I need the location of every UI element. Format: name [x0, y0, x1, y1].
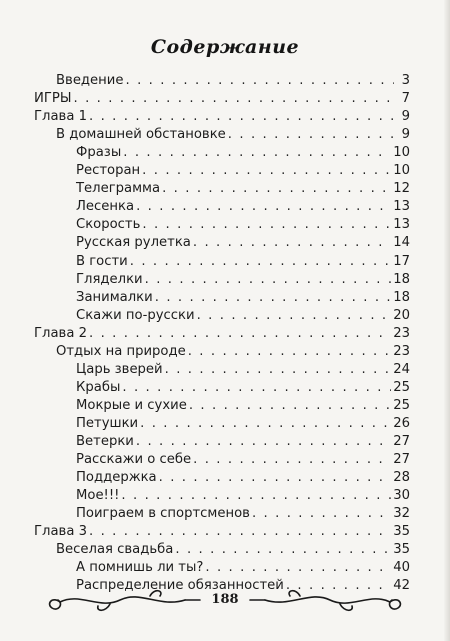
toc-dot-leader	[252, 505, 391, 523]
toc-entry-page: 28	[393, 470, 410, 486]
toc-entry-page: 32	[393, 506, 410, 522]
toc-entry-page: 20	[393, 307, 410, 323]
toc-entry-page: 13	[393, 199, 410, 215]
page-edge	[444, 0, 450, 641]
toc-entry-title: Царь зверей	[76, 361, 163, 377]
toc-entry-page: 7	[401, 91, 410, 107]
toc-entry	[34, 108, 410, 126]
toc-entry-page: 18	[393, 289, 410, 305]
toc-entry-title: Телеграмма	[76, 181, 161, 197]
toc-entry-page: 35	[393, 524, 410, 540]
toc-dot-leader	[89, 325, 391, 343]
toc-entry-title: Отдых на природе	[56, 343, 186, 359]
toc-dot-leader	[122, 379, 391, 397]
toc-entry	[76, 415, 410, 433]
toc-entry	[34, 523, 410, 541]
toc-entry-page: 3	[401, 73, 410, 88]
toc-dot-leader	[188, 343, 392, 361]
toc-entry	[56, 343, 410, 361]
toc-dot-leader	[197, 307, 392, 325]
toc-entry-title: Занималки	[76, 289, 153, 305]
toc-entry-page: 23	[393, 325, 410, 341]
toc-entry	[76, 271, 410, 289]
toc-entry	[76, 451, 410, 469]
toc-dot-leader	[142, 216, 391, 234]
toc-dot-leader	[121, 487, 391, 505]
toc-entry-title: Ветерки	[76, 434, 134, 449]
toc-entry-page: 27	[393, 452, 410, 468]
toc-entry	[56, 72, 410, 90]
toc-entry	[34, 325, 410, 343]
toc-entry-title: Поиграем в спортсменов	[76, 506, 250, 522]
toc-entry-page: 24	[393, 361, 410, 377]
toc-entry-title: Скорость	[76, 217, 141, 233]
toc-entry-page: 30	[393, 488, 410, 504]
toc-entry-page: 9	[401, 109, 410, 125]
toc-entry-page: 27	[393, 434, 410, 449]
toc-dot-leader	[140, 415, 391, 433]
toc-entry-page: 13	[393, 217, 410, 233]
page-title: Содержание	[150, 36, 300, 58]
toc-dot-leader	[175, 541, 391, 559]
toc-entry-page: 9	[401, 127, 410, 143]
toc-dot-leader	[145, 271, 392, 289]
toc-entry	[76, 433, 410, 451]
footer-ornament	[0, 582, 450, 622]
toc-entry-title: Глава 1	[34, 109, 87, 125]
toc-dot-leader	[165, 361, 392, 379]
toc-entry-title: Расскажи о себе	[76, 452, 192, 468]
toc-entry-title: Распределение обязанностей	[76, 578, 284, 594]
toc-entry	[56, 126, 410, 144]
toc-entry-page: 35	[393, 542, 410, 558]
toc-dot-leader	[193, 234, 391, 252]
toc-dot-leader	[189, 397, 391, 415]
toc-entry-title: Веселая свадьба	[56, 542, 174, 558]
toc-entry	[76, 559, 410, 577]
toc-dot-leader	[193, 451, 391, 469]
toc-entry	[76, 216, 410, 234]
toc-entry	[76, 379, 410, 397]
toc-entry	[76, 144, 410, 162]
toc-entry-page: 23	[393, 343, 410, 359]
toc-entry	[76, 253, 410, 271]
toc-entry-page: 14	[393, 235, 410, 251]
toc-entry-title: Глава 3	[34, 524, 87, 540]
toc-entry-page: 26	[393, 415, 410, 431]
toc-dot-leader	[162, 180, 391, 198]
toc-entry-page: 10	[393, 145, 410, 161]
toc-dot-leader	[136, 433, 391, 451]
toc-entry-title: Мокрые и сухие	[76, 397, 187, 413]
toc-entry-title: Мое!!!	[76, 488, 120, 504]
toc-dot-leader	[159, 469, 392, 487]
toc-entry-title: Петушки	[76, 415, 139, 431]
toc-entry-title: Поддержка	[76, 470, 157, 486]
toc-entry-page: 18	[393, 271, 410, 287]
toc-entry	[76, 397, 410, 415]
toc-entry-page: 40	[393, 560, 410, 576]
toc-entry	[76, 289, 410, 307]
toc-entry-title: Фразы	[76, 145, 122, 161]
toc-entry-title: Глава 2	[34, 325, 87, 341]
toc-entry	[76, 180, 410, 198]
toc-entry	[76, 487, 410, 505]
toc-dot-leader	[136, 198, 391, 216]
toc-dot-leader	[205, 559, 391, 577]
toc-entry-title: Скажи по-русски	[76, 307, 195, 323]
toc-entry-title: Введение	[56, 73, 124, 88]
toc-entry-title: В домашней обстановке	[56, 127, 226, 143]
toc-dot-leader	[142, 162, 391, 180]
toc-entry	[76, 307, 410, 325]
toc-entry-page: 17	[393, 253, 410, 269]
toc-dot-leader	[89, 108, 394, 126]
toc-entry	[56, 541, 410, 559]
toc-entry	[76, 505, 410, 523]
toc-entry-title: А помнишь ли ты?	[76, 560, 204, 576]
toc-entry-title: Ресторан	[76, 163, 141, 179]
page-number: 188	[211, 592, 239, 607]
toc-entry-page: 42	[393, 578, 410, 594]
toc-entry	[76, 198, 410, 216]
toc-entry-title: Крабы	[76, 379, 121, 395]
toc-dot-leader	[130, 253, 391, 271]
toc-entry	[76, 234, 410, 252]
toc-entry-page: 25	[393, 379, 410, 395]
toc-entry-title: Лесенка	[76, 199, 135, 215]
toc-entry	[34, 90, 410, 108]
toc-entry-title: В гости	[76, 253, 128, 269]
toc-dot-leader	[155, 289, 391, 307]
toc-dot-leader	[74, 90, 395, 108]
toc-entry-page: 12	[393, 181, 410, 197]
toc-entry	[76, 469, 410, 487]
toc-entry-title: Гляделки	[76, 271, 143, 287]
toc-dot-leader	[123, 144, 391, 162]
toc-dot-leader	[125, 72, 394, 90]
toc-entry-title: Русская рулетка	[76, 235, 191, 251]
toc-entry-title: ИГРЫ	[34, 91, 72, 107]
toc-entry	[76, 361, 410, 379]
toc-dot-leader	[89, 523, 391, 541]
toc-entry	[76, 162, 410, 180]
toc-entry-page: 10	[393, 163, 410, 179]
toc-entry-page: 25	[393, 397, 410, 413]
toc-dot-leader	[228, 126, 394, 144]
